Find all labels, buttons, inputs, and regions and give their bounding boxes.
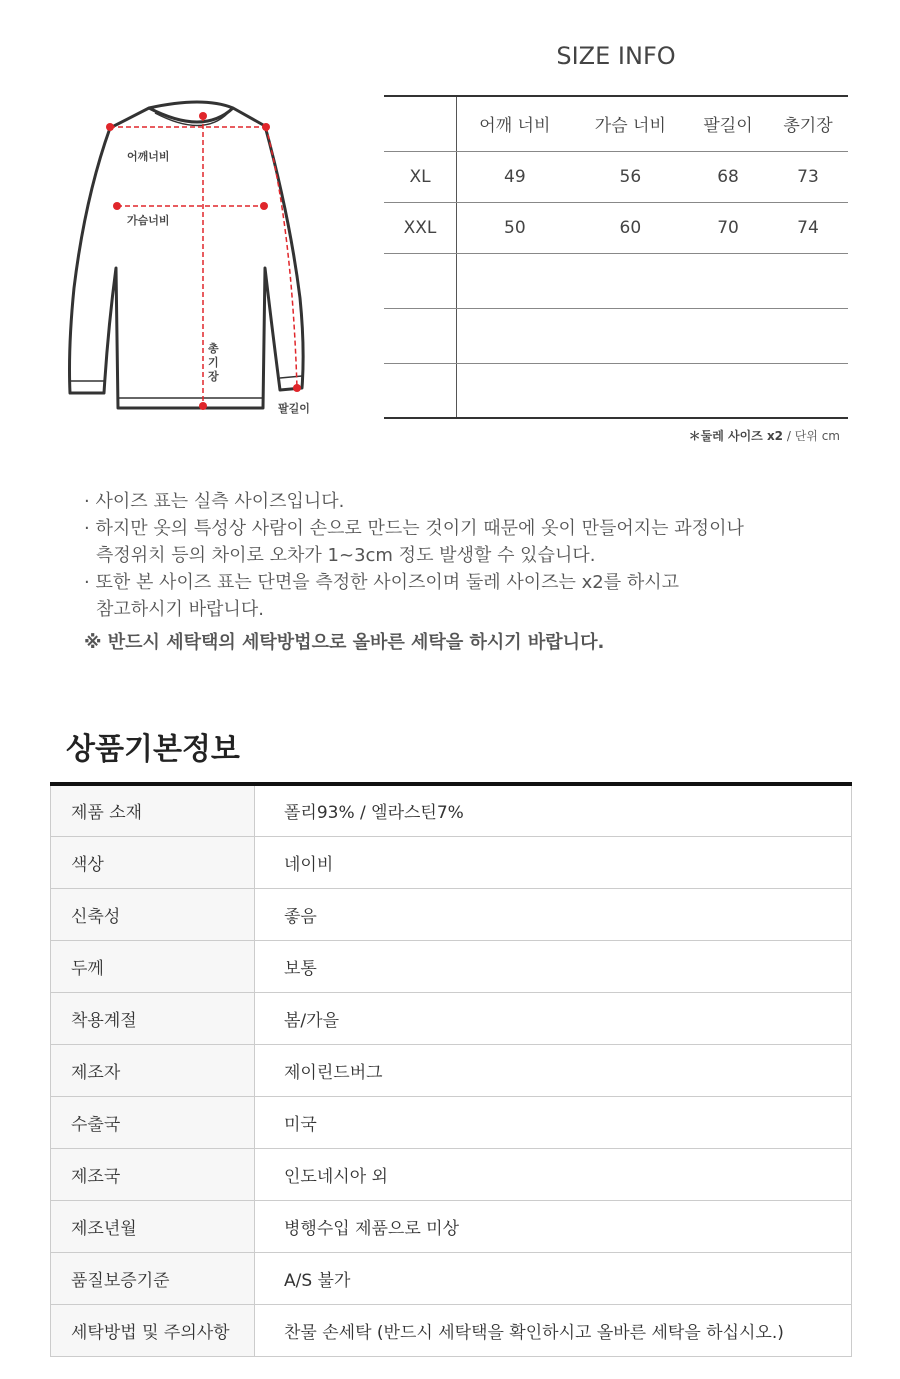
info-value: 찬물 손세탁 (반드시 세탁택을 확인하시고 올바른 세탁을 하십시오.)	[255, 1304, 852, 1356]
info-value: 보통	[255, 940, 852, 992]
info-value: 봄/가을	[255, 992, 852, 1044]
info-value: 네이비	[255, 836, 852, 888]
size-cell	[457, 253, 573, 308]
size-info-title: SIZE INFO	[556, 42, 676, 70]
label-shoulder: 어깨너비	[127, 150, 170, 163]
size-note-bold: ＊둘레 사이즈 x2	[688, 429, 784, 443]
size-cell: 56	[573, 151, 688, 202]
info-value: 병행수입 제품으로 미상	[255, 1200, 852, 1252]
size-label	[384, 308, 457, 363]
info-value: 제이린드버그	[255, 1044, 852, 1096]
label-length-2: 기	[208, 356, 219, 369]
chest-right-dot	[260, 202, 268, 210]
size-col-sleeve: 팔길이	[688, 96, 768, 151]
info-row-material	[51, 784, 852, 836]
neck-top-dot	[199, 112, 207, 120]
size-cell	[768, 363, 848, 418]
info-label: 제조자	[51, 1044, 255, 1096]
note-line: · 또한 본 사이즈 표는 단면을 측정한 사이즈이며 둘레 사이즈는 x2를 하시고	[84, 572, 680, 593]
size-cell: 74	[768, 202, 848, 253]
info-label: 색상	[51, 836, 255, 888]
size-cell	[457, 308, 573, 363]
size-row-xxl	[384, 202, 848, 253]
info-row-color	[51, 836, 852, 888]
info-label: 제조국	[51, 1148, 255, 1200]
info-label: 두께	[51, 940, 255, 992]
size-label	[384, 363, 457, 418]
size-cell: 73	[768, 151, 848, 202]
info-label: 수출국	[51, 1096, 255, 1148]
info-value: 미국	[255, 1096, 852, 1148]
product-info-table	[50, 782, 852, 1357]
info-row-care	[51, 1304, 852, 1356]
info-label: 제조년월	[51, 1200, 255, 1252]
size-cell	[573, 253, 688, 308]
info-row-stretch	[51, 888, 852, 940]
label-sleeve: 팔길이	[278, 402, 310, 415]
info-value: 인도네시아 외	[255, 1148, 852, 1200]
info-row-origin	[51, 1148, 852, 1200]
size-label	[384, 253, 457, 308]
product-info-title: 상품기본정보	[66, 732, 240, 767]
cuff-dot	[293, 384, 301, 392]
garment-diagram	[60, 98, 330, 418]
info-row-manufacturer	[51, 1044, 852, 1096]
info-label: 신축성	[51, 888, 255, 940]
garment-outline	[70, 102, 304, 408]
size-row-empty	[384, 363, 848, 418]
info-label: 제품 소재	[51, 784, 255, 836]
size-table-header	[384, 96, 848, 151]
size-row-empty	[384, 308, 848, 363]
size-cell	[573, 308, 688, 363]
size-cell	[457, 363, 573, 418]
size-table	[384, 95, 848, 419]
shoulder-left-dot	[106, 123, 114, 131]
info-value: A/S 불가	[255, 1252, 852, 1304]
info-row-manufacture-date	[51, 1200, 852, 1252]
size-col-shoulder: 어깨 너비	[457, 96, 573, 151]
info-label: 품질보증기준	[51, 1252, 255, 1304]
size-row-empty	[384, 253, 848, 308]
size-cell	[768, 308, 848, 363]
size-notes	[84, 488, 864, 656]
size-cell	[768, 253, 848, 308]
info-row-export-country	[51, 1096, 852, 1148]
note-line: 참고하시기 바랍니다.	[96, 599, 264, 620]
size-row-xl	[384, 151, 848, 202]
size-cell	[573, 363, 688, 418]
size-cell: 49	[457, 151, 573, 202]
info-row-season	[51, 992, 852, 1044]
info-row-warranty	[51, 1252, 852, 1304]
size-note-unit: / 단위 cm	[783, 429, 840, 443]
label-length-1: 총	[208, 342, 219, 355]
chest-left-dot	[113, 202, 121, 210]
info-row-thickness	[51, 940, 852, 992]
size-cell	[688, 308, 768, 363]
hem-dot	[199, 402, 207, 410]
size-col-length: 총기장	[768, 96, 848, 151]
info-label: 착용계절	[51, 992, 255, 1044]
size-cell	[688, 253, 768, 308]
label-length-3: 장	[208, 370, 219, 383]
size-label: XL	[384, 151, 457, 202]
size-note	[600, 427, 840, 444]
size-col-chest: 가슴 너비	[573, 96, 688, 151]
shoulder-right-dot	[262, 123, 270, 131]
size-header-corner	[384, 96, 457, 151]
label-chest: 가슴너비	[127, 214, 170, 227]
size-cell: 50	[457, 202, 573, 253]
care-warning: ※ 반드시 세탁택의 세탁방법으로 올바른 세탁을 하시기 바랍니다.	[84, 632, 605, 653]
size-label: XXL	[384, 202, 457, 253]
size-cell: 70	[688, 202, 768, 253]
size-cell: 60	[573, 202, 688, 253]
size-cell: 68	[688, 151, 768, 202]
info-value: 폴리93% / 엘라스틴7%	[255, 784, 852, 836]
info-label: 세탁방법 및 주의사항	[51, 1304, 255, 1356]
info-value: 좋음	[255, 888, 852, 940]
note-line: 측정위치 등의 차이로 오차가 1~3cm 정도 발생할 수 있습니다.	[96, 545, 596, 566]
note-line: · 하지만 옷의 특성상 사람이 손으로 만드는 것이기 때문에 옷이 만들어지는 과정이나	[84, 518, 744, 539]
note-line: · 사이즈 표는 실측 사이즈입니다.	[84, 491, 345, 512]
size-cell	[688, 363, 768, 418]
